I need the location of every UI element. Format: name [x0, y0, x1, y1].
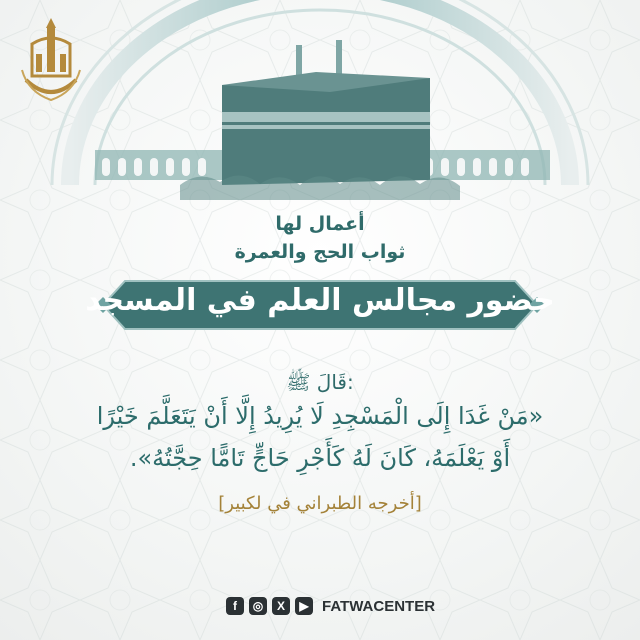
- youtube-icon[interactable]: ▶: [295, 597, 313, 615]
- social-handle[interactable]: FATWACENTER: [322, 597, 436, 615]
- banner-title: حضور مجالس العلم في المسجد: [85, 283, 555, 318]
- azhar-emblem-logo: [18, 14, 84, 106]
- x-icon[interactable]: X: [272, 597, 290, 615]
- quote-intro: قَالَ ﷺ:: [286, 370, 354, 394]
- hadith-line-2: أَوْ يَعْلَمَهُ، كَانَ لَهُ كَأَجْرِ حَاجٍّ تَامًّا حِجَّتُهُ».: [129, 444, 511, 472]
- instagram-icon[interactable]: ◎: [249, 597, 267, 615]
- hadith-source: [أخرجه الطبراني في لكبير]: [218, 493, 422, 514]
- facebook-icon[interactable]: f: [226, 597, 244, 615]
- social-footer: [226, 595, 435, 617]
- subtitle-line-2: ثواب الحج والعمرة: [234, 241, 406, 263]
- hadith-line-1: «مَنْ غَدَا إِلَى الْمَسْجِدِ لَا يُرِيدُ إِلَّا أَنْ يَتَعَلَّمَ خَيْرًا: [96, 402, 544, 430]
- subtitle-line-1: أعمال لها: [275, 213, 365, 235]
